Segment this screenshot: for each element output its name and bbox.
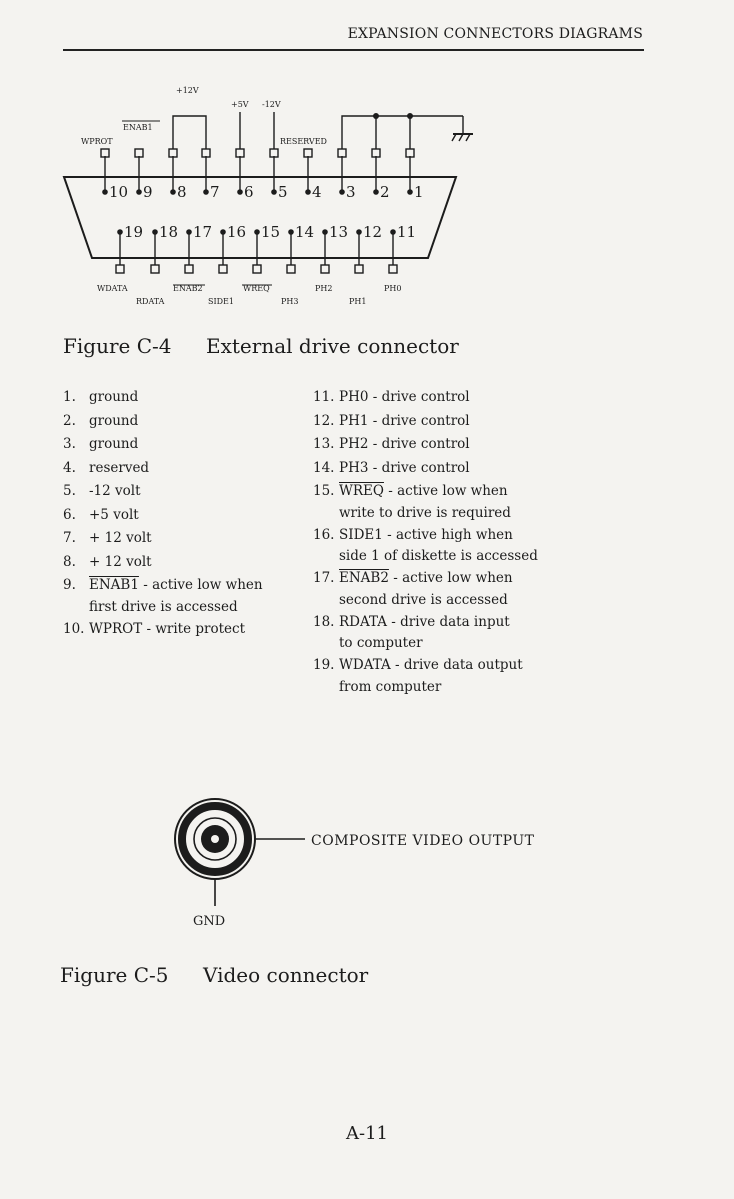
- pin-list-number: 14.: [313, 459, 335, 476]
- pin-number-17: 17: [193, 223, 213, 241]
- pin-list-item: [63, 433, 263, 457]
- pin-number-11: 11: [397, 223, 417, 241]
- label-enab1: ENAB1: [123, 123, 153, 132]
- label-ph3: PH3: [281, 297, 299, 306]
- pin-list-number: 10.: [63, 620, 85, 637]
- pin-description-continuation: write to drive is required: [339, 504, 511, 521]
- figure-c5-number: Figure C-5: [60, 963, 169, 987]
- pin-list-item: [63, 504, 263, 528]
- pin-list-number: 1.: [63, 389, 76, 405]
- pin-description-continuation: to computer: [339, 635, 423, 651]
- pin-list-number: 17.: [313, 570, 335, 586]
- pin-list-number: 12.: [313, 412, 335, 429]
- label-reserved: RESERVED: [280, 137, 327, 146]
- pin-description: ground: [89, 389, 139, 405]
- pin-description: - active low when: [383, 483, 508, 499]
- pin-list-item: [63, 457, 263, 481]
- pin-list-number: 3.: [63, 436, 76, 452]
- pin-number-13: 13: [329, 223, 349, 241]
- pin-list-number: 6.: [63, 506, 76, 523]
- composite-video-output-label: COMPOSITE VIDEO OUTPUT: [311, 833, 535, 849]
- pin-number-7: 7: [210, 183, 220, 201]
- pin-list-item: [313, 433, 538, 457]
- pin-number-4: 4: [312, 183, 322, 201]
- pin-number-1: 1: [414, 183, 424, 201]
- pin-description: PH3 - drive control: [339, 459, 470, 476]
- pin-description: PH0 - drive control: [339, 389, 470, 405]
- label-wdata: WDATA: [97, 284, 128, 293]
- pin-description: reserved: [89, 459, 150, 476]
- figure-c4-title: External drive connector: [206, 334, 459, 358]
- pin-number-3: 3: [346, 183, 356, 201]
- pin-list-item: [63, 410, 263, 434]
- label-ph2: PH2: [315, 284, 333, 293]
- pin-list-item: [63, 551, 263, 575]
- pin-number-2: 2: [380, 183, 390, 201]
- pin-signal-name: ENAB1: [89, 577, 139, 593]
- pin-description: ground: [89, 412, 139, 429]
- pin-list-item: [313, 567, 538, 611]
- pin-number-16: 16: [227, 223, 247, 241]
- pin-list-item: [63, 386, 263, 410]
- pin-description: PH1 - drive control: [339, 412, 470, 429]
- pin-number-8: 8: [177, 183, 187, 201]
- pin-description-continuation: side 1 of diskette is accessed: [339, 548, 538, 564]
- pin-list-number: 2.: [63, 412, 76, 429]
- pin-number-14: 14: [295, 223, 315, 241]
- pin-number-15: 15: [261, 223, 281, 241]
- pin-number-19: 19: [124, 223, 144, 241]
- pin-signal-name: WREQ: [339, 483, 384, 499]
- pin-list-item: [313, 524, 538, 568]
- figure-c5-title: Video connector: [203, 963, 369, 987]
- pin-list-item: [63, 618, 263, 642]
- pin-list-item: [313, 386, 538, 410]
- pin-signal-name: ENAB2: [339, 570, 389, 586]
- pin-description: + 12 volt: [89, 553, 152, 570]
- label-ph1: PH1: [349, 297, 367, 306]
- pin-list-number: 4.: [63, 459, 76, 476]
- pin-list-item: [313, 654, 538, 698]
- pin-list-number: 9.: [63, 577, 76, 593]
- pin-list-item: [63, 480, 263, 504]
- pin-number-5: 5: [278, 183, 288, 201]
- pin-description: + 12 volt: [89, 530, 152, 546]
- pin-list-left: [63, 386, 263, 641]
- pin-list-item: [313, 480, 538, 524]
- pin-list-item: [63, 527, 263, 551]
- label-rdata: RDATA: [136, 297, 165, 306]
- pin-list-number: 8.: [63, 553, 76, 570]
- pin-list-item: [313, 611, 538, 655]
- pin-list-right: [313, 386, 538, 698]
- pin-list-number: 13.: [313, 436, 335, 452]
- pin-description: RDATA - drive data input: [339, 613, 510, 630]
- figure-c4-caption: [63, 334, 459, 358]
- pin-list-number: 11.: [313, 389, 335, 405]
- pin-description-continuation: second drive is accessed: [339, 591, 508, 608]
- pin-description: PH2 - drive control: [339, 436, 470, 452]
- pin-list-number: 15.: [313, 483, 335, 499]
- label-plus12v: +12V: [176, 86, 199, 95]
- pin-description: WPROT - write protect: [89, 620, 245, 637]
- pin-description: -12 volt: [89, 483, 141, 499]
- pin-description-continuation: from computer: [339, 678, 442, 695]
- figure-c4-number: Figure C-4: [63, 334, 172, 358]
- pin-list-number: 18.: [313, 613, 335, 630]
- pin-list-item: [313, 410, 538, 434]
- label-enab2: ENAB2: [173, 284, 203, 293]
- page-header: EXPANSION CONNECTORS DIAGRAMS: [347, 26, 643, 42]
- pin-number-6: 6: [244, 183, 254, 201]
- pin-description: +5 volt: [89, 506, 139, 523]
- pin-description: WDATA - drive data output: [339, 657, 523, 673]
- label-minus12v: -12V: [262, 100, 281, 109]
- label-ph0: PH0: [384, 284, 402, 293]
- pin-number-18: 18: [159, 223, 179, 241]
- pin-list-number: 19.: [313, 657, 335, 673]
- pin-description: SIDE1 - active high when: [339, 526, 513, 543]
- pin-list-number: 7.: [63, 530, 76, 546]
- pin-number-10: 10: [109, 183, 129, 201]
- pin-number-9: 9: [143, 183, 153, 201]
- pin-list-number: 5.: [63, 483, 76, 499]
- label-wprot: WPROT: [81, 137, 113, 146]
- label-side1: SIDE1: [208, 297, 234, 306]
- label-wreq: WREQ: [243, 284, 270, 293]
- pin-description: - active low when: [388, 570, 513, 586]
- label-plus5v: +5V: [231, 100, 249, 109]
- pin-list-number: 16.: [313, 526, 335, 543]
- pin-description: ground: [89, 436, 139, 452]
- pin-description-continuation: first drive is accessed: [89, 598, 238, 615]
- pin-description: - active low when: [138, 577, 263, 593]
- external-drive-connector-diagram: [0, 0, 734, 320]
- pin-number-12: 12: [363, 223, 383, 241]
- gnd-label: GND: [193, 914, 226, 929]
- page-number: A-11: [346, 1123, 388, 1144]
- pin-list-item: [63, 574, 263, 618]
- figure-c5-caption: [60, 963, 368, 987]
- pin-list-item: [313, 457, 538, 481]
